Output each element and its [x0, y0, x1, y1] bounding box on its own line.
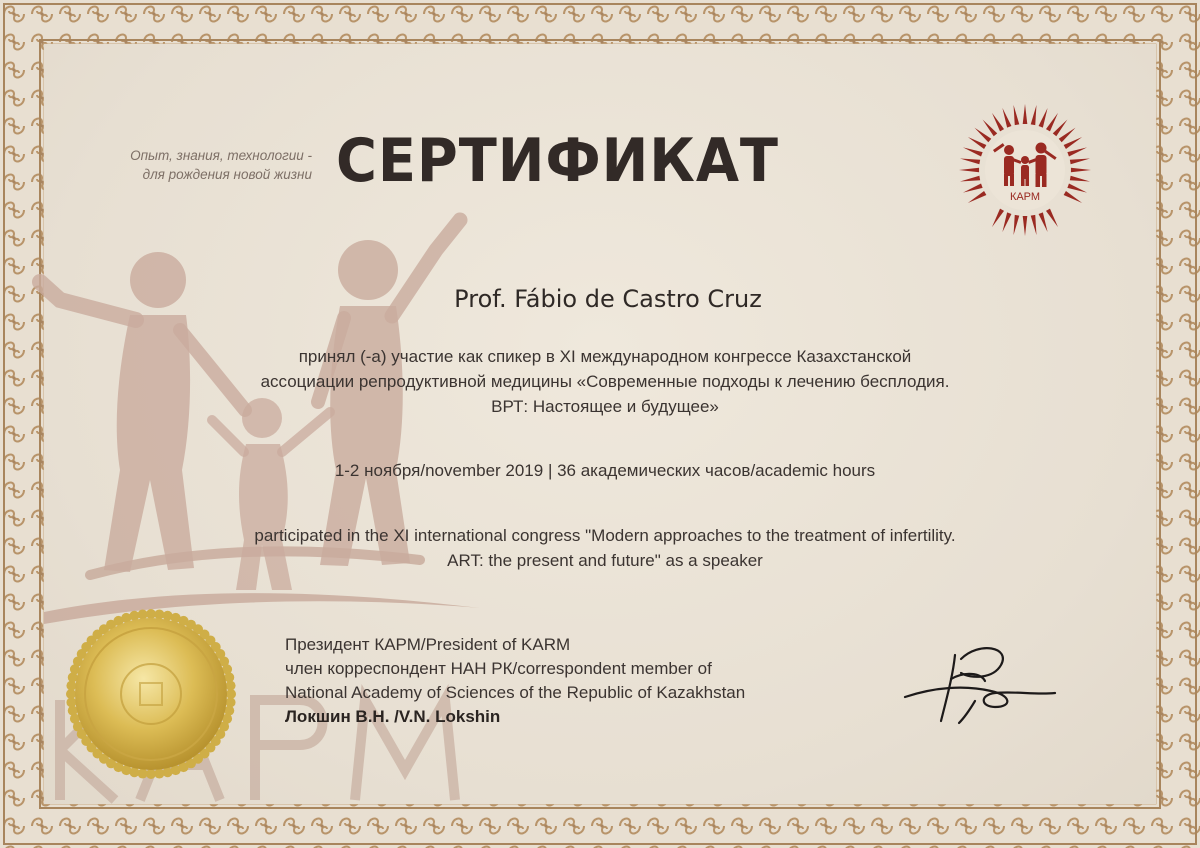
logo-ray: [1002, 212, 1011, 232]
logo-ray: [1031, 215, 1037, 235]
logo-ray: [968, 137, 987, 149]
participation-text-ru: [150, 344, 1060, 419]
certificate-title: СЕРТИФИКАТ: [336, 126, 779, 196]
recipient-name: Prof. Fábio de Castro Cruz: [454, 285, 762, 313]
logo-ray: [1023, 216, 1028, 236]
logo-ray: [960, 159, 980, 165]
logo-ray: [983, 119, 998, 136]
logo-ray: [1059, 128, 1076, 143]
logo-ray: [963, 147, 983, 156]
logo-ray: [992, 209, 1004, 228]
tagline-line-1: Опыт, знания, технологии -: [130, 148, 312, 163]
signatory-academy: National Academy of Sciences of the Republic of Kazakhstan: [285, 683, 746, 702]
signatory-block: [285, 633, 925, 729]
participation-ru-line-1: принял (-а) участие как спикер в XI международном конгрессе Казахстанской: [298, 347, 912, 366]
participation-text-en: [150, 523, 1060, 573]
participation-ru-line-2: ассоциации репродуктивной медицины «Современные подходы к лечению бесплодия.: [260, 372, 950, 391]
logo-ray: [1070, 159, 1090, 165]
logo-ray: [1053, 119, 1068, 136]
karm-logo: [955, 100, 1095, 240]
logo-ray: [1067, 184, 1087, 193]
logo-ray: [960, 176, 980, 182]
seal-edge-scallop: [226, 681, 236, 691]
logo-ray: [1014, 105, 1020, 125]
logo-ray: [974, 128, 991, 143]
logo-ray: [1039, 108, 1048, 128]
logo-ray: [963, 184, 983, 193]
logo-text: КАРМ: [1009, 191, 1041, 203]
logo-ray: [1039, 212, 1048, 232]
logo-ray: [1031, 105, 1037, 125]
logo-ray: [1064, 191, 1083, 203]
tagline-line-2: для рождения новой жизни: [142, 167, 312, 182]
dates-line: [150, 458, 1060, 483]
participation-en-line-2: ART: the present and future" as a speaker: [447, 551, 763, 570]
participation-en-line-1: participated in the XI international congress "Modern approaches to the treatment of infertility.: [254, 526, 956, 545]
logo-ray: [1067, 147, 1087, 156]
logo-ray: [1014, 215, 1020, 235]
logo-ray: [1071, 168, 1091, 173]
signatory-name: Локшин В.Н. /V.N. Lokshin: [285, 707, 501, 726]
handwritten-signature: [895, 635, 1065, 730]
participation-ru-line-3: ВРТ: Настоящее и будущее»: [491, 397, 719, 416]
logo-ray: [1046, 113, 1058, 132]
logo-ray: [968, 191, 987, 203]
signatory-title: Президент КАРМ/President of KARM: [285, 635, 571, 654]
logo-ray: [1064, 137, 1083, 149]
tagline: [62, 146, 312, 184]
logo-ray: [1046, 209, 1058, 228]
logo-ray: [1002, 108, 1011, 128]
signatory-membership: член корреспондент НАН РК/correspondent member of: [285, 659, 712, 678]
logo-ray: [959, 168, 979, 173]
gold-seal: [62, 605, 240, 783]
dates-text: 1-2 ноября/november 2019 | 36 академических часов/academic hours: [334, 461, 876, 480]
logo-ray: [1023, 104, 1028, 124]
logo-ray: [1070, 176, 1090, 182]
logo-ray: [992, 113, 1004, 132]
